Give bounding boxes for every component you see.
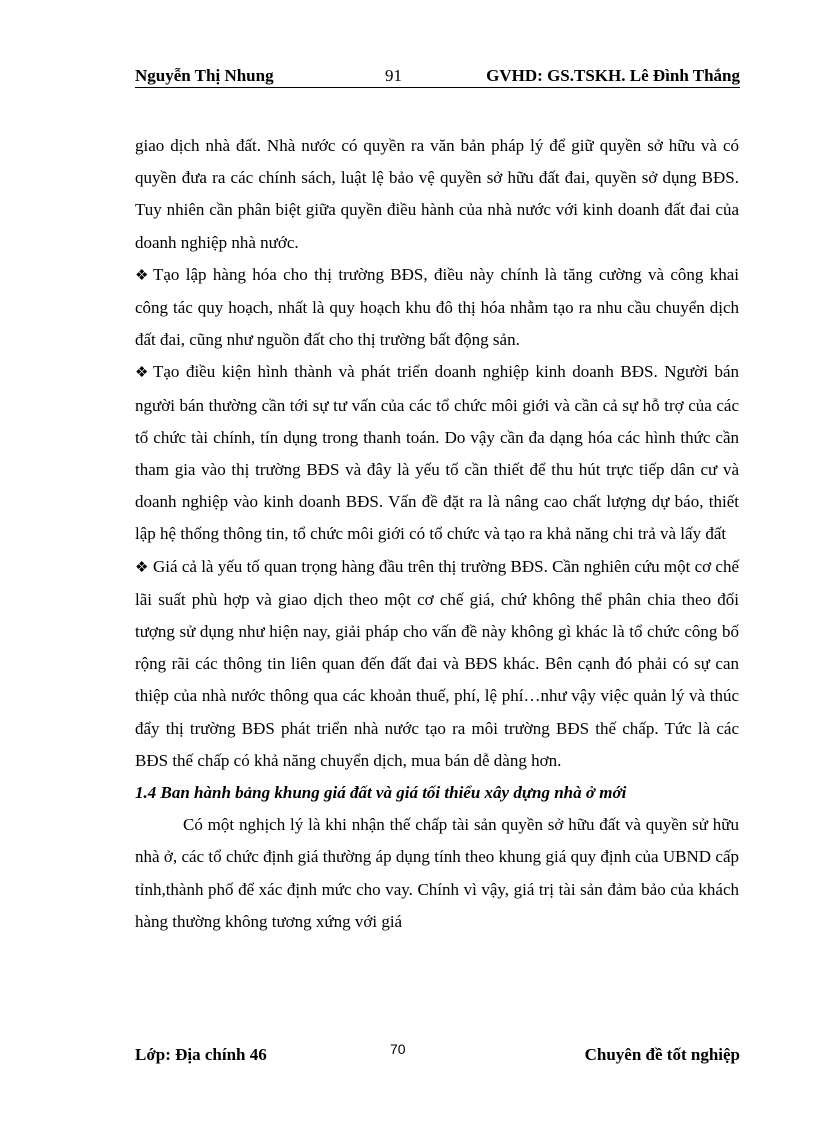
bullet-text: Tạo điều kiện hình thành và phát triển doanh nghiệp kinh doanh BĐS. Người bán người bán thường cần tới sự tư vấn của các tổ chức môi giới và cần cả sự hỗ trợ của các tổ chức tài chính, tín dụng trong thanh toán. Do vậy cần đa dạng hóa các hình thức cần tham gia vào thị trường BĐS và đây là yếu tố cần thiết để thu hút trực tiếp dân cư và doanh nghiệp vào kinh doanh BĐS. Vấn đề đặt ra là nâng cao chất lượng dự báo, thiết lập hệ thống thông tin, tổ chức môi giới có tổ chức và tạo ra khả năng chi trả và lấy đất — [135, 362, 739, 544]
diamond-bullet-icon: ❖ — [135, 267, 149, 284]
footer-title: Chuyên đề tốt nghiệp — [584, 1045, 740, 1064]
bullet-item-1 — [135, 259, 739, 357]
page-footer — [135, 1041, 740, 1071]
bullet-item-3 — [135, 551, 739, 777]
diamond-bullet-icon: ❖ — [135, 365, 149, 382]
section-heading: 1.4 Ban hành bảng khung giá đất và giá tối thiểu xây dựng nhà ở mới — [135, 783, 627, 803]
header-page-number: 91 — [385, 66, 402, 85]
paragraph-continuation: giao dịch nhà đất. Nhà nước có quyền ra văn bản pháp lý để giữ quyền sở hữu và có quyền đưa ra các chính sách, luật lệ bảo vệ quyền sở hữu đất đai, quyền sở dụng BĐS. Tuy nhiên cần phân biệt giữa quyền điều hành của nhà nước với kinh doanh đất đai của doanh nghiệp nhà nước. — [135, 136, 739, 252]
paragraph-body: Có một nghịch lý là khi nhận thế chấp tài sản quyền sở hữu đất và quyền sử hữu nhà ở, các tổ chức định giá thường áp dụng tính theo khung giá quy định của UBND cấp tỉnh,thành phố để xác định mức cho vay. Chính vì vậy, giá trị tài sản đảm bảo của khách hàng thường không tương xứng với giá — [135, 815, 739, 931]
page-body — [135, 130, 739, 938]
header-advisor: GVHD: GS.TSKH. Lê Đình Thắng — [486, 66, 740, 85]
header-author: Nguyễn Thị Nhung — [135, 66, 274, 85]
page-header — [135, 62, 740, 88]
header-rule — [135, 87, 740, 88]
bullet-item-2 — [135, 356, 739, 550]
bullet-text: Tạo lập hàng hóa cho thị trường BĐS, điều này chính là tăng cường và công khai công tác quy hoạch, nhất là quy hoạch khu đô thị hóa nhằm tạo ra nhu cầu chuyển dịch đất đai, cũng như nguồn đất cho thị trường bất động sản. — [135, 264, 739, 350]
bullet-text: Giá cả là yếu tố quan trọng hàng đầu trên thị trường BĐS. Cần nghiên cứu một cơ chế lãi suất phù hợp và giao dịch theo một cơ chế giá, chứ không thể phân chia theo đối tượng sử dụng như hiện nay, giải pháp cho vấn đề này không gì khác là tổ chức công bố rộng rãi các thông tin liên quan đến đất đai và BĐS khác. Bên cạnh đó phải có sự can thiệp của nhà nước thông qua các khoản thuế, phí, lệ phí…như vậy việc quản lý và thúc đẩy thị trường BĐS phát triển nhà nước tạo ra môi trường BĐS thế chấp. Tức là các BĐS thế chấp có khả năng chuyển dịch, mua bán dễ dàng hơn. — [135, 556, 739, 770]
diamond-bullet-icon: ❖ — [135, 559, 149, 576]
footer-page-number: 70 — [390, 1041, 406, 1057]
footer-class-label: Lớp: Địa chính 46 — [135, 1045, 267, 1064]
